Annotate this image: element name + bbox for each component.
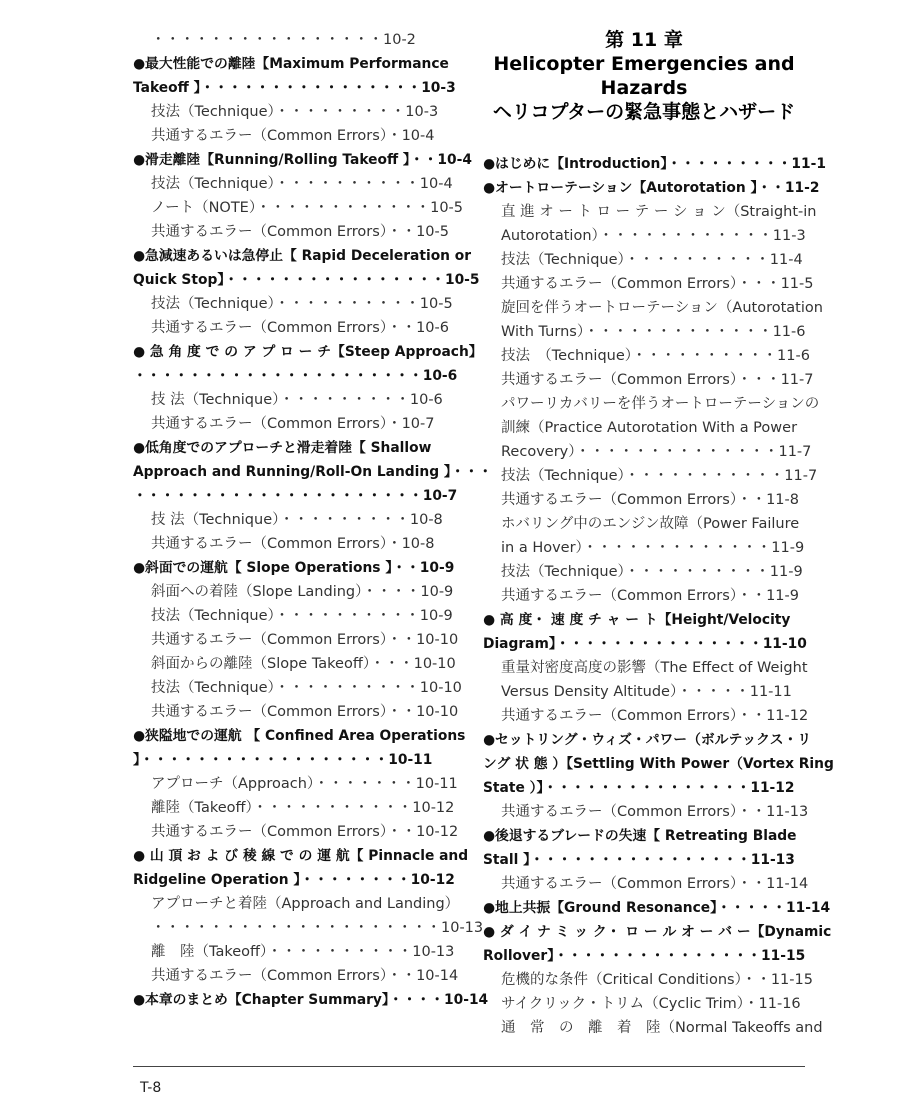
toc-subsection-entry: 訓練（Practice Autorotation With a Power — [501, 420, 798, 436]
toc-subsection-entry: 斜面への着陸（Slope Landing）・・・・10-9 — [151, 584, 454, 600]
chapter-title-ja: ヘリコプターの緊急事態とハザード — [492, 101, 796, 123]
toc-subsection-entry: 共通するエラー（Common Errors）・10-7 — [151, 416, 435, 432]
toc-subsection-entry: 共通するエラー（Common Errors）・・10-12 — [151, 824, 459, 840]
toc-subsection-entry: 共通するエラー（Common Errors）・・11-13 — [501, 804, 809, 820]
toc-subsection-entry: 技法（Technique）・・・・・・・・・・10-4 — [151, 176, 453, 192]
toc-section-entry: 】・・・・・・・・・・・・・・・・・・10-11 — [133, 752, 433, 768]
toc-section-entry: Takeoff 】・・・・・・・・・・・・・・・・10-3 — [133, 80, 456, 96]
toc-subsection-entry: 共通するエラー（Common Errors）・・11-9 — [501, 588, 799, 604]
toc-subsection-entry: 技法（Technique）・・・・・・・・・・・11-7 — [501, 468, 818, 484]
toc-subsection-entry: Versus Density Altitude）・・・・・11-11 — [501, 684, 792, 700]
toc-subsection-entry: 重量対密度高度の影響（The Effect of Weight — [501, 660, 808, 676]
chapter-title-en-2: Hazards — [600, 77, 688, 99]
toc-subsection-entry: 技法 （Technique）・・・・・・・・・・11-6 — [501, 348, 810, 364]
toc-section-entry: ● 急 角 度 で の ア プ ロ ー チ【Steep Approach】 — [133, 344, 483, 360]
chapter-number: 第 11 章 — [605, 29, 683, 51]
toc-subsection-entry: Autorotation）・・・・・・・・・・・・11-3 — [501, 228, 806, 244]
toc-section-entry: ●狭隘地での運航 【 Confined Area Operations — [133, 728, 466, 744]
toc-section-entry: ●地上共振【Ground Resonance】・・・・・11-14 — [483, 900, 831, 916]
toc-section-entry: Ridgeline Operation 】・・・・・・・・10-12 — [133, 872, 455, 888]
chapter-title-en-1: Helicopter Emergencies and — [493, 53, 795, 75]
footer-divider — [133, 1066, 805, 1067]
toc-section-entry: ●低角度でのアプローチと滑走着陸【 Shallow — [133, 440, 432, 456]
toc-subsection-entry: 離陸（Takeoff）・・・・・・・・・・・10-12 — [151, 800, 455, 816]
toc-subsection-entry: 共通するエラー（Common Errors）・10-4 — [151, 128, 435, 144]
toc-subsection-entry: 共通するエラー（Common Errors）・・10-10 — [151, 632, 459, 648]
toc-subsection-entry: ・・・・・・・・・・・・・・・・・・・・10-13 — [151, 920, 484, 936]
toc-section-entry: ・・・・・・・・・・・・・・・・・・・・・10-6 — [133, 368, 458, 384]
right-toc-list — [483, 152, 834, 1040]
toc-section-entry: ●本章のまとめ【Chapter Summary】・・・・10-14 — [133, 992, 489, 1008]
toc-subsection-entry: 共通するエラー（Common Errors）・10-8 — [151, 536, 435, 552]
toc-subsection-entry: 共通するエラー（Common Errors）・・10-10 — [151, 704, 459, 720]
toc-subsection-entry: パワーリカバリーを伴うオートローテーションの — [501, 396, 820, 412]
toc-subsection-entry: アプローチと着陸（Approach and Landing） — [151, 896, 460, 912]
toc-subsection-entry: 共通するエラー（Common Errors）・・10-14 — [151, 968, 459, 984]
toc-section-entry: ● 山 頂 お よ び 稜 線 で の 運 航【 Pinnacle and — [133, 848, 469, 864]
toc-section-entry: ・・・・・・・・・・・・・・・・・・・・・10-7 — [133, 488, 458, 504]
toc-subsection-entry: 技法（Technique）・・・・・・・・・10-3 — [151, 104, 439, 120]
toc-section-entry: ●急減速あるいは急停止【 Rapid Deceleration or — [133, 248, 472, 264]
toc-subsection-entry: 技法（Technique）・・・・・・・・・・10-9 — [151, 608, 453, 624]
toc-subsection-entry: 旋回を伴うオートローテーション（Autorotation — [501, 300, 823, 316]
toc-subsection-entry: 技 法（Technique）・・・・・・・・・10-6 — [151, 392, 443, 408]
toc-subsection-entry: 技法（Technique）・・・・・・・・・・11-4 — [501, 252, 803, 268]
toc-subsection-entry: アプローチ（Approach）・・・・・・・10-11 — [151, 776, 458, 792]
toc-subsection-entry: ノート（NOTE）・・・・・・・・・・・・10-5 — [151, 200, 464, 216]
toc-subsection-entry: 技法（Technique）・・・・・・・・・・11-9 — [501, 564, 803, 580]
toc-subsection-entry: 斜面からの離陸（Slope Takeoff）・・・10-10 — [151, 656, 456, 672]
toc-subsection-entry: 技 法（Technique）・・・・・・・・・10-8 — [151, 512, 443, 528]
toc-section-entry: Approach and Running/Roll-On Landing 】・・・ — [133, 464, 493, 480]
toc-subsection-entry: in a Hover）・・・・・・・・・・・・・11-9 — [501, 540, 805, 556]
page-number: T-8 — [140, 1080, 162, 1096]
right-toc-column — [483, 28, 834, 1040]
toc-section-entry: Stall 】・・・・・・・・・・・・・・・・11-13 — [483, 852, 795, 868]
toc-section-entry: State ）】・・・・・・・・・・・・・・・11-12 — [483, 780, 795, 796]
toc-subsection-entry: 直 進 オ ー ト ロ ー テ ー シ ョ ン（Straight-in — [501, 204, 817, 220]
toc-subsection-entry: 技法（Technique）・・・・・・・・・・10-5 — [151, 296, 453, 312]
left-toc-column — [133, 28, 493, 1012]
toc-subsection-entry: 危機的な条件（Critical Conditions）・・11-15 — [501, 972, 813, 988]
toc-section-entry: Rollover】・・・・・・・・・・・・・・・11-15 — [483, 948, 806, 964]
toc-section-entry: ●最大性能での離陸【Maximum Performance — [133, 56, 449, 72]
toc-subsection-entry: 共通するエラー（Common Errors）・・・11-5 — [501, 276, 814, 292]
toc-subsection-entry: Recovery）・・・・・・・・・・・・・・11-7 — [501, 444, 812, 460]
toc-section-entry: ●セットリング・ウィズ・パワー（ボルテックス・リ — [483, 732, 812, 748]
toc-subsection-entry: 離 陸（Takeoff）・・・・・・・・・・10-13 — [151, 944, 455, 960]
toc-subsection-entry: ・・・・・・・・・・・・・・・・10-2 — [151, 32, 416, 48]
toc-section-entry: ● 高 度・ 速 度 チ ャ ー ト【Height/Velocity — [483, 612, 791, 628]
toc-subsection-entry: サイクリック・トリム（Cyclic Trim）・11-16 — [501, 996, 801, 1012]
toc-section-entry: ● ダ イ ナ ミ ッ ク・ ロ ー ル オ ー バ ー【Dynamic — [483, 924, 832, 940]
toc-section-entry: ●斜面での運航【 Slope Operations 】・・10-9 — [133, 560, 455, 576]
toc-subsection-entry: 共通するエラー（Common Errors）・・10-6 — [151, 320, 449, 336]
toc-subsection-entry: 技法（Technique）・・・・・・・・・・10-10 — [151, 680, 462, 696]
toc-subsection-entry: 共通するエラー（Common Errors）・・10-5 — [151, 224, 449, 240]
toc-section-entry: ●はじめに【Introduction】・・・・・・・・・11-1 — [483, 156, 826, 172]
toc-section-entry: ●滑走離陸【Running/Rolling Takeoff 】・・10-4 — [133, 152, 472, 168]
toc-section-entry: Diagram】・・・・・・・・・・・・・・・11-10 — [483, 636, 807, 652]
toc-subsection-entry: 共通するエラー（Common Errors）・・・11-7 — [501, 372, 814, 388]
toc-subsection-entry: 共通するエラー（Common Errors）・・11-8 — [501, 492, 799, 508]
toc-section-entry: ●後退するブレードの失速【 Retreating Blade — [483, 828, 797, 844]
chapter-heading — [483, 28, 805, 124]
toc-subsection-entry: 共通するエラー（Common Errors）・・11-14 — [501, 876, 809, 892]
toc-subsection-entry: 通 常 の 離 着 陸（Normal Takeoffs and — [501, 1020, 823, 1036]
toc-subsection-entry: With Turns）・・・・・・・・・・・・・11-6 — [501, 324, 806, 340]
toc-subsection-entry: 共通するエラー（Common Errors）・・11-12 — [501, 708, 809, 724]
toc-section-entry: Quick Stop】・・・・・・・・・・・・・・・・10-5 — [133, 272, 480, 288]
toc-section-entry: ●オートローテーション【Autorotation 】・・11-2 — [483, 180, 820, 196]
toc-subsection-entry: ホバリング中のエンジン故障（Power Failure — [501, 516, 800, 532]
toc-section-entry: ング 状 態 ）【Settling With Power（Vortex Ring — [483, 756, 834, 772]
